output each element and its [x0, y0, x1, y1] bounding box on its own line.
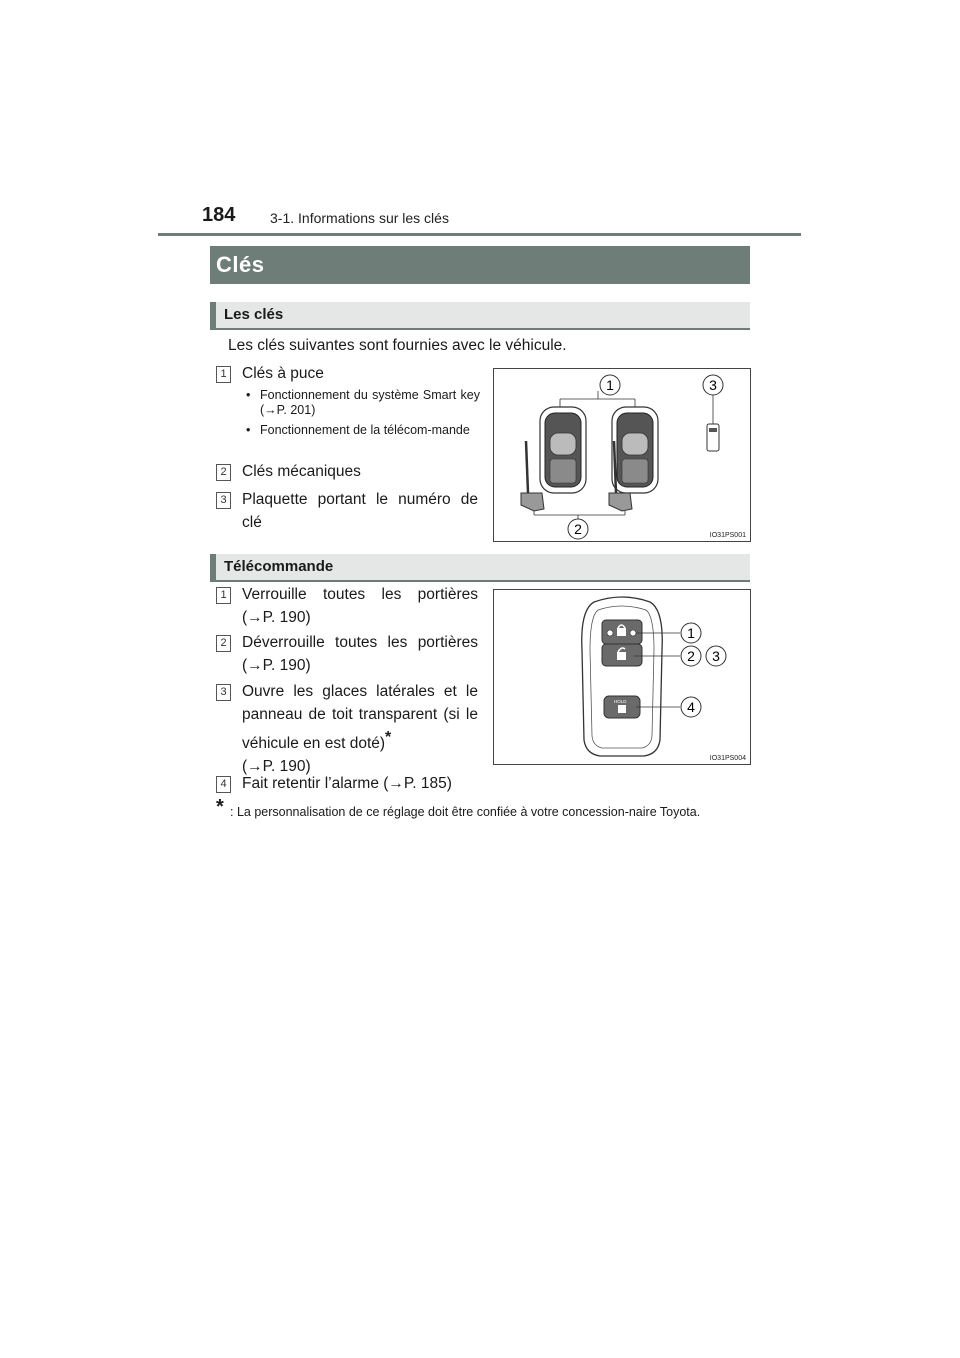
footnote-text: : La personnalisation de ce réglage doit être confiée à votre concession-naire Toyota.: [230, 805, 701, 819]
item-lock: Verrouille toutes les portières (→P. 190): [242, 586, 478, 626]
remote-illustration: [494, 590, 750, 764]
header-rule: [158, 233, 801, 236]
callout-label: 3: [712, 648, 720, 664]
keys-figure: [493, 368, 751, 542]
item-number: 1: [216, 366, 231, 383]
callout-label: 4: [687, 699, 695, 715]
item-number: 2: [216, 635, 231, 652]
subheading-keys: Les clés: [224, 306, 284, 323]
item-number: 4: [216, 776, 231, 793]
remote-figure: [493, 589, 751, 765]
item-key-number-plate: Plaquette portant le numéro de clé: [242, 491, 478, 531]
callout-label: 3: [709, 377, 717, 393]
item-mechanical-keys: Clés mécaniques: [242, 463, 361, 480]
item-unlock: Déverrouille toutes les portières (→P. 190): [242, 634, 478, 674]
item-number: 1: [216, 587, 231, 604]
figure-code: IO31PS004: [709, 755, 746, 762]
intro-text: Les clés suivantes sont fournies avec le véhicule.: [228, 337, 567, 354]
footnote: [216, 796, 750, 822]
section-title: Clés: [216, 252, 265, 277]
page-number: 184: [202, 204, 236, 226]
hold-label: HOLD: [614, 699, 627, 704]
callout-label: 2: [687, 648, 695, 664]
item-alarm: Fait retentir l’alarme (→P. 185): [242, 775, 452, 792]
callout-label: 1: [687, 625, 695, 641]
bullet-item: • Fonctionnement de la télécom-mande: [246, 423, 470, 437]
callout-label: 2: [574, 521, 582, 537]
item-windows-roof: Ouvre les glaces latérales et le panneau de toit transparent (si le véhicule en est doté)* (→P. 190): [242, 683, 478, 776]
section-title-bar: [210, 246, 750, 284]
bullet-item: • Fonctionnement du système Smart key (→P. 201): [246, 388, 480, 417]
subheading-bar-keys: [210, 302, 750, 330]
running-header: 3-1. Informations sur les clés: [270, 210, 449, 226]
item-number: 2: [216, 464, 231, 481]
footnote-mark: *: [216, 796, 224, 818]
subheading-remote: Télécommande: [224, 558, 334, 575]
keys-illustration: [494, 369, 750, 541]
item-smart-keys: Clés à puce: [242, 365, 324, 382]
subheading-bar-remote: [210, 554, 750, 582]
figure-code: IO31PS001: [709, 532, 746, 539]
item-number: 3: [216, 684, 231, 701]
item-number: 3: [216, 492, 231, 509]
callout-label: 1: [606, 377, 614, 393]
